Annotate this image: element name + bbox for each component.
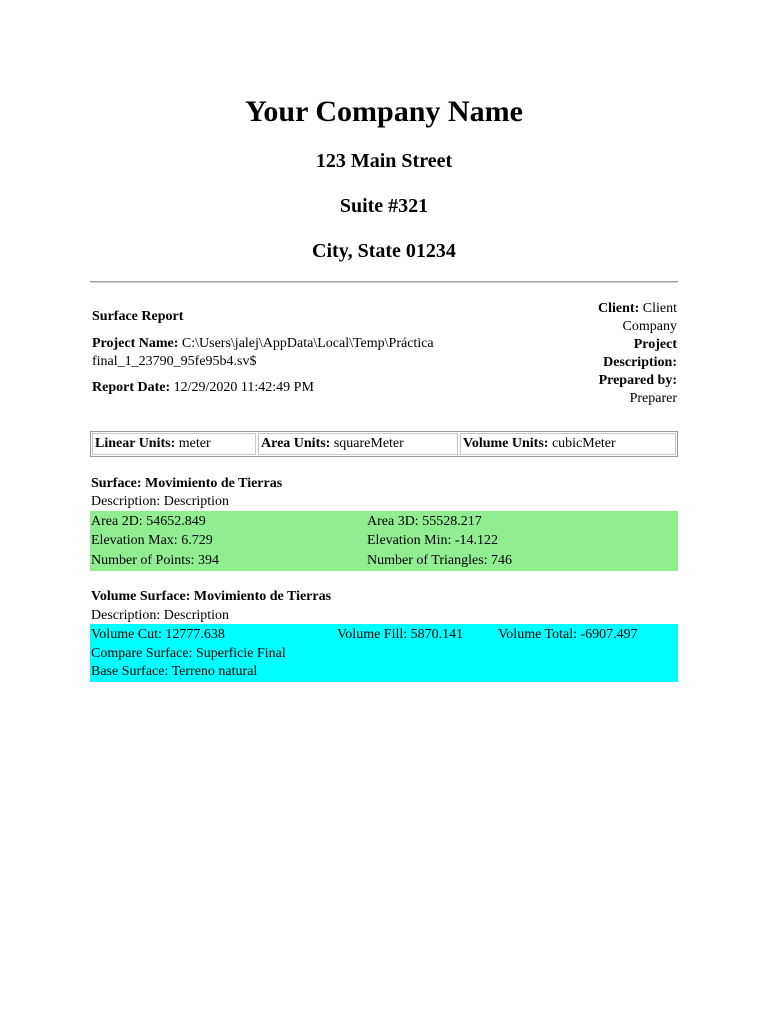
client-row [520, 300, 677, 318]
project-description-label-2: Description: [603, 355, 677, 370]
report-meta-left [92, 308, 482, 397]
client-value-1: Client [642, 301, 677, 316]
report-date-label: Report Date: [92, 380, 171, 395]
volume-cut: Volume Cut: 12777.638 [91, 627, 225, 642]
area-units-label: Area Units: [261, 436, 331, 451]
prepared-by-label: Prepared by: [598, 373, 677, 388]
address-line-2: Suite #321 [339, 195, 429, 217]
project-name-value-1: C:\Users\jalej\AppData\Local\Temp\Práctica [181, 336, 434, 351]
volume-stats [90, 624, 678, 682]
surface-title: Surface: Movimiento de Tierras [91, 476, 283, 491]
project-name-value-2: final_1_23790_95fe95b4.sv$ [92, 354, 257, 369]
header-divider [90, 281, 678, 283]
project-description-label-1: Project [633, 337, 677, 352]
number-of-points: Number of Points: 394 [91, 553, 219, 568]
linear-units-value: meter [178, 436, 211, 451]
company-name: Your Company Name [245, 95, 523, 128]
elevation-max: Elevation Max: 6.729 [91, 533, 213, 548]
volume-units-value: cubicMeter [551, 436, 616, 451]
area-3d: Area 3D: 55528.217 [367, 514, 482, 529]
report-date-row [92, 379, 482, 397]
linear-units-cell [92, 433, 256, 455]
linear-units-label: Linear Units: [95, 436, 176, 451]
compare-surface: Compare Surface: Superficie Final [91, 646, 286, 661]
report-title: Surface Report [92, 309, 184, 324]
client-value-2: Company [622, 319, 677, 334]
volume-fill: Volume Fill: 5870.141 [337, 627, 464, 642]
number-of-triangles: Number of Triangles: 746 [367, 553, 513, 568]
base-surface: Base Surface: Terreno natural [91, 664, 258, 679]
area-units-value: squareMeter [333, 436, 404, 451]
project-name-label: Project Name: [92, 336, 179, 351]
surface-stats [90, 511, 678, 571]
area-units-cell [258, 433, 458, 455]
report-meta-right [520, 300, 677, 408]
volume-units-cell [460, 433, 676, 455]
units-table [90, 431, 678, 457]
volume-units-label: Volume Units: [463, 436, 549, 451]
area-2d: Area 2D: 54652.849 [91, 514, 206, 529]
address-line-1: 123 Main Street [315, 150, 453, 172]
volume-surface-description: Description: Description [91, 608, 230, 623]
volume-total: Volume Total: -6907.497 [498, 627, 638, 642]
project-name-row [92, 335, 482, 353]
elevation-min: Elevation Min: -14.122 [367, 533, 499, 548]
prepared-by-value: Preparer [629, 391, 677, 406]
volume-surface-title: Volume Surface: Movimiento de Tierras [91, 589, 332, 604]
address-line-3: City, State 01234 [312, 240, 456, 262]
report-date-value: 12/29/2020 11:42:49 PM [173, 380, 314, 395]
surface-description: Description: Description [91, 494, 230, 509]
client-label: Client: [598, 301, 640, 316]
